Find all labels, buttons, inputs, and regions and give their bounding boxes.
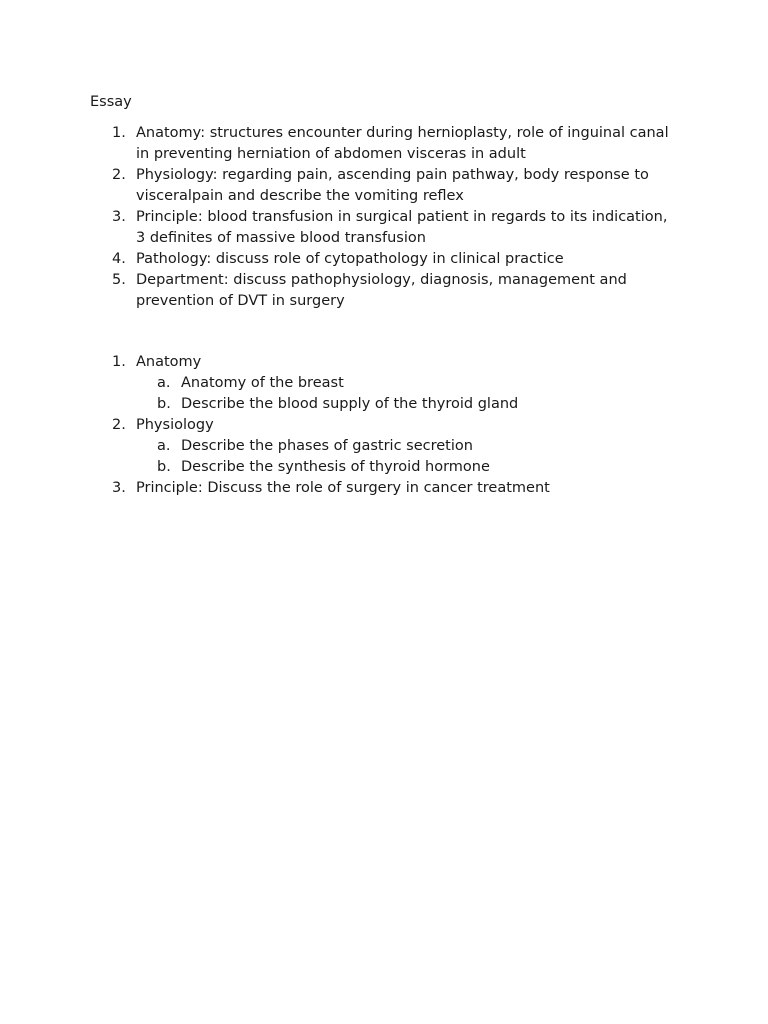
list-item-text: Principle: blood transfusion in surgical patient in regards to its indication, 3 definites of massive blood transfusion <box>136 209 668 246</box>
list-item-number: 1. <box>112 354 126 370</box>
sub-list-item-letter: b. <box>157 396 171 412</box>
list-item-number: 2. <box>112 167 126 183</box>
sub-list-item <box>0 436 768 457</box>
essay-list-1 <box>0 123 768 312</box>
sub-list-item <box>0 373 768 394</box>
sub-list-item-letter: a. <box>157 375 171 391</box>
list-item-number: 3. <box>112 209 126 225</box>
list-item-number: 1. <box>112 125 126 141</box>
essay-heading: Essay <box>90 94 132 110</box>
list-item-text: Pathology: discuss role of cytopathology in clinical practice <box>136 251 564 267</box>
sub-list-item-text: Describe the blood supply of the thyroid gland <box>181 396 519 412</box>
list-item-text: Principle: Discuss the role of surgery in cancer treatment <box>136 480 550 496</box>
sub-list-item-text: Describe the phases of gastric secretion <box>181 438 473 454</box>
sub-list-item-text: Describe the synthesis of thyroid hormone <box>181 459 490 475</box>
list-item <box>0 415 768 436</box>
list-item <box>0 207 768 249</box>
list-item <box>0 478 768 499</box>
sub-list-item-letter: b. <box>157 459 171 475</box>
essay-list-2 <box>0 352 768 499</box>
sub-list-item-text: Anatomy of the breast <box>181 375 344 391</box>
list-item <box>0 270 768 312</box>
list-item-text: Department: discuss pathophysiology, diagnosis, management and prevention of DVT in surgery <box>136 272 627 309</box>
sub-list-item <box>0 457 768 478</box>
list-item <box>0 123 768 165</box>
list-item <box>0 352 768 373</box>
list-item-text: Anatomy: structures encounter during hernioplasty, role of inguinal canal in preventing herniation of abdomen visceras in adult <box>136 125 669 162</box>
list-item-text: Physiology: regarding pain, ascending pain pathway, body response to visceralpain and describe the vomiting reflex <box>136 167 649 204</box>
list-item-number: 5. <box>112 272 126 288</box>
sub-list-item-letter: a. <box>157 438 171 454</box>
list-item <box>0 249 768 270</box>
sub-list-item <box>0 394 768 415</box>
list-item-text: Physiology <box>136 417 214 433</box>
list-item-number: 2. <box>112 417 126 433</box>
list-item-number: 3. <box>112 480 126 496</box>
list-item <box>0 165 768 207</box>
list-item-text: Anatomy <box>136 354 202 370</box>
list-item-number: 4. <box>112 251 126 267</box>
